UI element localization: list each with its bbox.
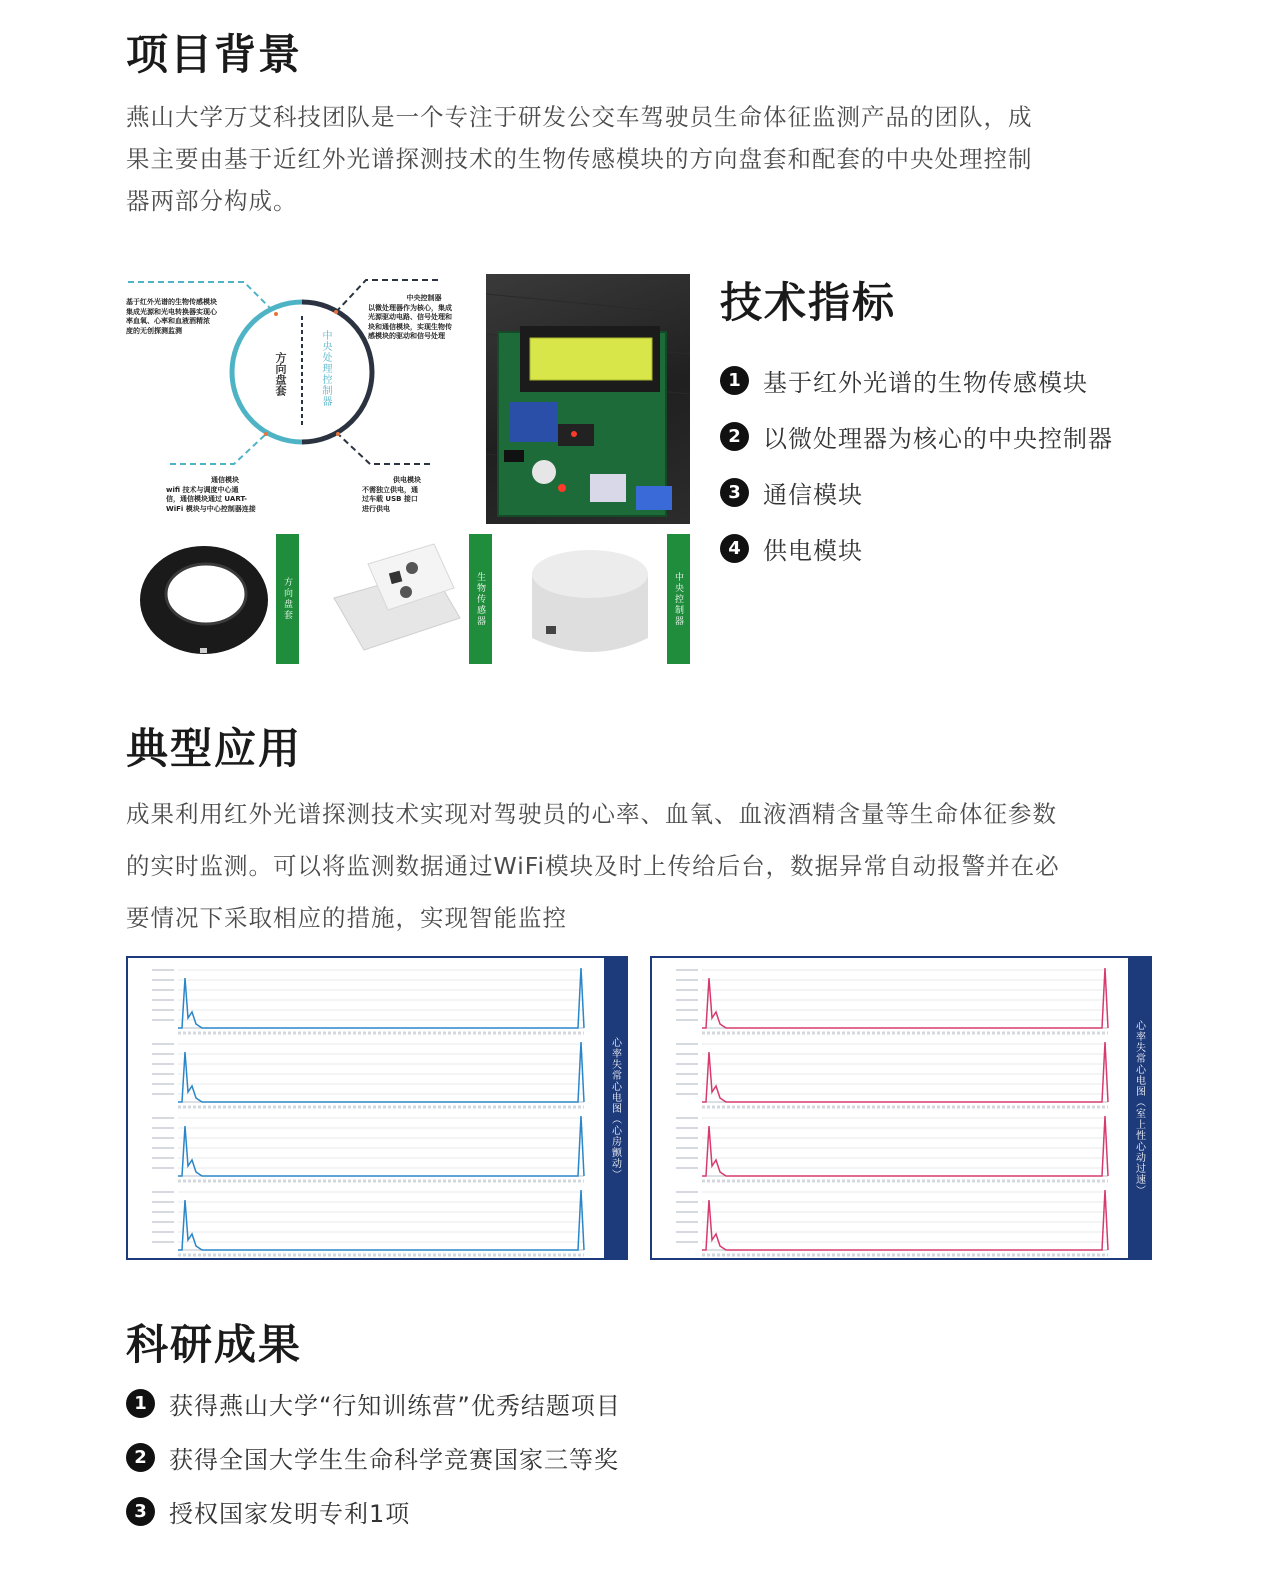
ecg-trace bbox=[702, 1116, 1108, 1176]
ecg-trace bbox=[702, 1190, 1108, 1250]
diagram-right-label: 中央处理控制器 bbox=[320, 330, 331, 407]
tech-item-text: 基于红外光谱的生物传感模块 bbox=[763, 368, 1088, 397]
research-list bbox=[126, 1376, 621, 1538]
tech-item-text: 以微处理器为核心的中央控制器 bbox=[763, 424, 1113, 453]
product-wheel-cover bbox=[126, 534, 300, 664]
product-label-bar: 中央控制器 bbox=[667, 534, 690, 664]
ecg-chart-right bbox=[650, 956, 1152, 1260]
number-badge: 2 bbox=[720, 422, 749, 451]
ecg-trace bbox=[178, 1116, 584, 1176]
list-item bbox=[126, 1430, 621, 1484]
list-item bbox=[720, 464, 1113, 520]
research-title: 科研成果 bbox=[126, 1320, 303, 1369]
background-title: 项目背景 bbox=[126, 30, 303, 79]
ecg-chart-left-caption: 心率失常心电图（心房颤动） bbox=[609, 1036, 621, 1180]
ecg-trace bbox=[702, 968, 1108, 1028]
application-paragraph bbox=[126, 788, 1156, 944]
ecg-trace bbox=[702, 1042, 1108, 1102]
ecg-trace bbox=[178, 1042, 584, 1102]
ecg-chart-right-plot bbox=[652, 958, 1128, 1258]
ecg-trace bbox=[178, 968, 584, 1028]
background-line: 燕山大学万艾科技团队是一个专注于研发公交车驾驶员生命体征监测产品的团队，成 bbox=[126, 103, 1033, 131]
tech-list bbox=[720, 352, 1113, 576]
product-bio-sensor bbox=[316, 534, 492, 664]
number-badge: 3 bbox=[126, 1497, 155, 1526]
background-line: 果主要由基于近红外光谱探测技术的生物传感模块的方向盘套和配套的中央处理控制 bbox=[126, 145, 1033, 173]
research-item-text: 授权国家发明专利1项 bbox=[169, 1499, 411, 1528]
research-item-text: 获得燕山大学“行知训练营”优秀结题项目 bbox=[169, 1391, 621, 1420]
product-label-bar: 生物传感器 bbox=[469, 534, 492, 664]
list-item bbox=[720, 408, 1113, 464]
application-line: 成果利用红外光谱探测技术实现对驾驶员的心率、血氧、血液酒精含量等生命体征参数 bbox=[126, 800, 1057, 828]
background-paragraph bbox=[126, 96, 1156, 222]
application-title: 典型应用 bbox=[126, 724, 303, 773]
number-badge: 1 bbox=[720, 366, 749, 395]
list-item bbox=[126, 1376, 621, 1430]
ecg-chart-right-caption: 心率失常心电图（室上性心动过速） bbox=[1133, 1020, 1145, 1196]
tech-item-text: 供电模块 bbox=[763, 536, 863, 565]
module-power-text: 供电模块 不需独立供电，通 过车载 USB 接口 进行供电 bbox=[362, 476, 421, 513]
bio-sensor-icon bbox=[316, 534, 466, 664]
tech-item-text: 通信模块 bbox=[763, 480, 863, 509]
module-controller-text: 中央控制器 以微处理器作为核心，集成 光源驱动电路、信号处理和 块和通信模块，实现生物传 感模块的驱动和信号处理 bbox=[368, 294, 452, 340]
research-item-text: 获得全国大学生生命科学竞赛国家三等奖 bbox=[169, 1445, 619, 1474]
product-label-bar: 方向盘套 bbox=[276, 534, 299, 664]
tech-title: 技术指标 bbox=[720, 278, 897, 327]
module-communication-text: 通信模块 wifi 技术与调度中心通 信，通信模块通过 UART- WiFi 模块与中心控制器连接 bbox=[166, 476, 256, 513]
product-central-controller bbox=[512, 534, 690, 664]
ecg-chart-right-caption-bar bbox=[1128, 958, 1150, 1258]
list-item bbox=[720, 520, 1113, 576]
ecg-chart-left-caption-bar bbox=[604, 958, 626, 1258]
list-item bbox=[720, 352, 1113, 408]
central-controller-icon bbox=[512, 534, 666, 664]
ecg-chart-left-plot bbox=[128, 958, 604, 1258]
application-line: 要情况下采取相应的措施，实现智能监控 bbox=[126, 904, 567, 932]
application-line: 的实时监测。可以将监测数据通过WiFi模块及时上传给后台，数据异常自动报警并在必 bbox=[126, 852, 1060, 880]
system-diagram bbox=[126, 272, 482, 528]
hardware-photo bbox=[486, 274, 690, 524]
diagram-left-label: 方向盘套 bbox=[274, 352, 287, 396]
wheel-cover-icon bbox=[126, 534, 276, 664]
list-item bbox=[126, 1484, 621, 1538]
background-line: 器两部分构成。 bbox=[126, 187, 298, 215]
ecg-trace bbox=[178, 1190, 584, 1250]
number-badge: 2 bbox=[126, 1443, 155, 1472]
ecg-chart-left bbox=[126, 956, 628, 1260]
module-sensor-text: 基于红外光谱的生物传感模块 集成光源和光电转换器实现心 率血氧、心率和血液酒精浓 度的无创探测监测 bbox=[126, 298, 217, 335]
number-badge: 3 bbox=[720, 478, 749, 507]
hardware-illustration bbox=[486, 274, 690, 524]
number-badge: 4 bbox=[720, 534, 749, 563]
number-badge: 1 bbox=[126, 1389, 155, 1418]
